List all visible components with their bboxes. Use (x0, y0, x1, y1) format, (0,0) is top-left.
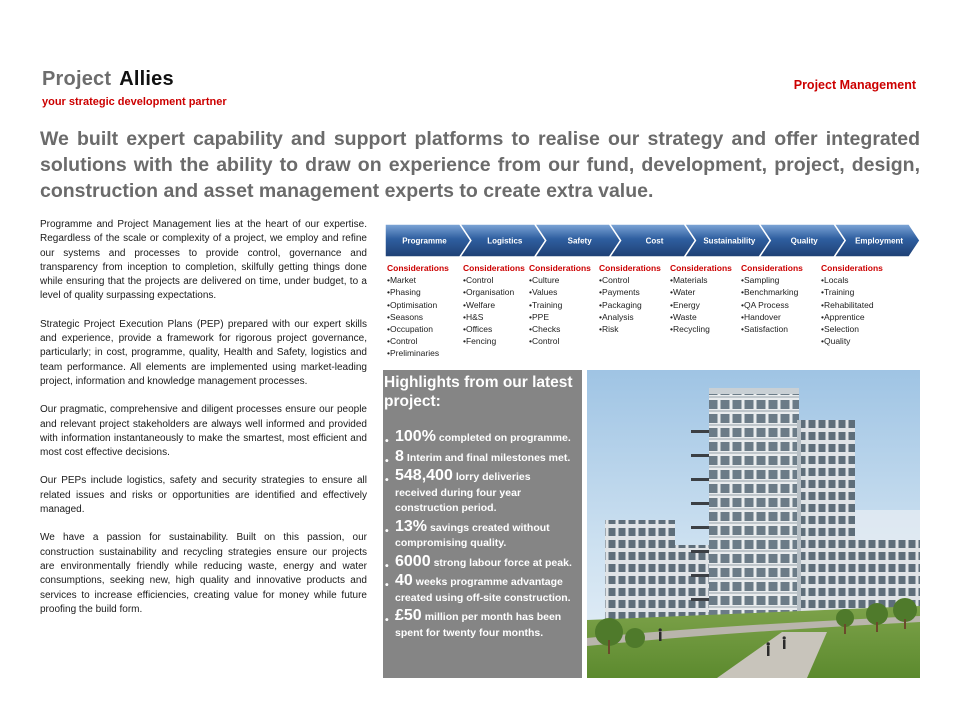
consideration-item: •Energy (670, 299, 700, 310)
highlight-text: million per month has been spent for twenty four months. (395, 611, 562, 639)
consideration-item: •Water (670, 287, 696, 298)
body-paragraph: We have a passion for sustainability. Built on this passion, our construction sustainability and recycling strategies ensure our projects are environmentally friendly while reducing waste, energy and water consumptions, seeking new, high quality and innovative products and services to increase efficiencies, creating value for money while future proofing the build form. (40, 532, 367, 615)
process-step-label: Logistics (487, 236, 523, 246)
considerations-columns (385, 262, 920, 359)
considerations-column (387, 262, 449, 360)
highlight-item (384, 554, 576, 572)
process-step-label: Cost (645, 236, 664, 246)
considerations-heading: Considerations (821, 263, 883, 273)
consideration-item: •Occupation (387, 324, 433, 335)
consideration-item: •Risk (599, 324, 619, 335)
consideration-item: •Welfare (463, 299, 496, 310)
considerations-heading: Considerations (387, 263, 449, 273)
consideration-item: •Selection (821, 324, 859, 335)
brand-word-allies: Allies (119, 68, 174, 90)
consideration-item: •Training (529, 299, 563, 310)
consideration-item: •PPE (529, 311, 549, 322)
consideration-item: •Control (599, 275, 630, 286)
highlight-figure: £50 (395, 607, 422, 624)
considerations-column (821, 262, 883, 347)
consideration-item: •Values (529, 287, 558, 298)
highlight-item (384, 608, 576, 641)
highlight-item (384, 449, 576, 467)
bullet-icon: • (385, 474, 389, 486)
consideration-item: •Control (387, 336, 418, 347)
brand-word-project: Project (42, 68, 112, 90)
body-paragraph: Our pragmatic, comprehensive and diligent processes ensure our people and relevant project stakeholders are always well informed and provided with information instantaneously to make the smartest, most efficient and most cost effective decisions. (40, 404, 367, 459)
highlight-text: lorry deliveries received during four year construction period. (395, 471, 531, 514)
consideration-item: •Analysis (599, 311, 634, 322)
consideration-item: •Benchmarking (741, 287, 799, 298)
highlight-item (384, 573, 576, 606)
bullet-icon: • (385, 559, 389, 572)
highlight-text: strong labour force at peak. (433, 556, 572, 569)
consideration-item: •Rehabilitated (821, 299, 874, 310)
highlight-text: savings created without compromising quality. (395, 521, 550, 549)
highlight-text: weeks programme advantage created using off-site construction. (395, 576, 571, 604)
consideration-item: •QA Process (741, 299, 789, 310)
highlight-figure: 8 (395, 447, 404, 465)
process-step-label: Programme (402, 236, 447, 246)
considerations-heading: Considerations (599, 263, 661, 273)
process-step-label: Safety (567, 236, 592, 246)
considerations-column (529, 262, 591, 347)
process-arrow-bar (385, 222, 920, 262)
body-paragraph: Programme and Project Management lies at the heart of our expertise. Regardless of the scale or complexity of a project, we employ and refine our systems and processes to provide control, governance and transparency from inception to completion, skilfully getting things done while ensuring that the projects are delivered on time, under budget, to a level of quality surpassing expectations. (40, 219, 367, 302)
consideration-item: •Culture (529, 275, 560, 286)
consideration-item: •Apprentice (821, 311, 865, 322)
highlight-figure: 13% (395, 517, 428, 535)
highlights-panel (383, 370, 582, 678)
considerations-heading: Considerations (741, 263, 803, 273)
section-title: Project Management (793, 78, 916, 92)
consideration-item: •Recycling (670, 324, 710, 335)
process-step-label: Quality (790, 236, 818, 246)
body-text (40, 218, 367, 631)
highlight-item (384, 429, 576, 447)
highlights-list (384, 429, 576, 641)
consideration-item: •H&S (463, 311, 484, 322)
intro-statement: We built expert capability and support platforms to realise our strategy and offer integrated solutions with the ability to draw on experience from our fund, development, project, design, construction and asset management experts to create extra value. (40, 128, 920, 202)
consideration-item: •Materials (670, 275, 708, 286)
project-building-image (587, 370, 920, 678)
highlight-figure: 100% (395, 428, 436, 445)
process-step-label: Sustainability (703, 236, 756, 246)
brand-tagline: your strategic development partner (42, 96, 227, 108)
brand-logo (42, 68, 174, 91)
considerations-heading: Considerations (529, 263, 591, 273)
consideration-item: •Training (821, 287, 855, 298)
considerations-column (741, 262, 803, 335)
consideration-item: •Waste (670, 311, 697, 322)
consideration-item: •Control (463, 275, 494, 286)
highlight-figure: 548,400 (395, 467, 453, 484)
bullet-icon: • (385, 524, 389, 537)
consideration-item: •Locals (821, 275, 849, 286)
consideration-item: •Optimisation (387, 299, 438, 310)
bullet-icon: • (385, 435, 389, 447)
process-step-label: Employment (855, 236, 904, 246)
consideration-item: •Market (387, 275, 416, 286)
consideration-item: •Phasing (387, 287, 421, 298)
considerations-heading: Considerations (670, 263, 732, 273)
consideration-item: •Handover (741, 311, 781, 322)
highlights-title: Highlights from our latest project: (384, 374, 573, 410)
consideration-item: •Packaging (599, 299, 642, 310)
consideration-item: •Seasons (387, 311, 424, 322)
body-paragraph: Our PEPs include logistics, safety and security strategies to ensure all related issues and risks or opportunities are identified and effectively managed. (40, 475, 367, 516)
considerations-column (599, 262, 661, 335)
highlight-figure: 6000 (395, 552, 431, 570)
consideration-item: •Preliminaries (387, 348, 440, 359)
consideration-item: •Organisation (463, 287, 515, 298)
highlight-item (384, 468, 576, 517)
highlight-text: completed on programme. (438, 432, 571, 444)
consideration-item: •Fencing (463, 336, 497, 347)
highlight-figure: 40 (395, 572, 413, 589)
bullet-icon: • (385, 614, 389, 626)
considerations-heading: Considerations (463, 263, 525, 273)
consideration-item: •Quality (821, 336, 851, 347)
consideration-item: •Satisfaction (741, 324, 788, 335)
consideration-item: •Control (529, 336, 560, 347)
considerations-column (463, 262, 525, 347)
consideration-item: •Sampling (741, 275, 780, 286)
bullet-icon: • (385, 579, 389, 591)
consideration-item: •Checks (529, 324, 561, 335)
process-diagram (385, 222, 920, 359)
body-paragraph: Strategic Project Execution Plans (PEP) prepared with our expert skills and experience, provide a framework for rigorous project governance, particularly; in cost, programme, quality, Health and Safety, logistics and team performance. All elements are implemented using market-leading project, information and knowledge management processes. (40, 318, 367, 387)
considerations-column (670, 262, 732, 335)
consideration-item: •Offices (463, 324, 493, 335)
highlight-item (384, 519, 576, 552)
consideration-item: •Payments (599, 287, 640, 298)
bullet-icon: • (385, 454, 389, 467)
highlight-text: Interim and final milestones met. (406, 451, 571, 464)
